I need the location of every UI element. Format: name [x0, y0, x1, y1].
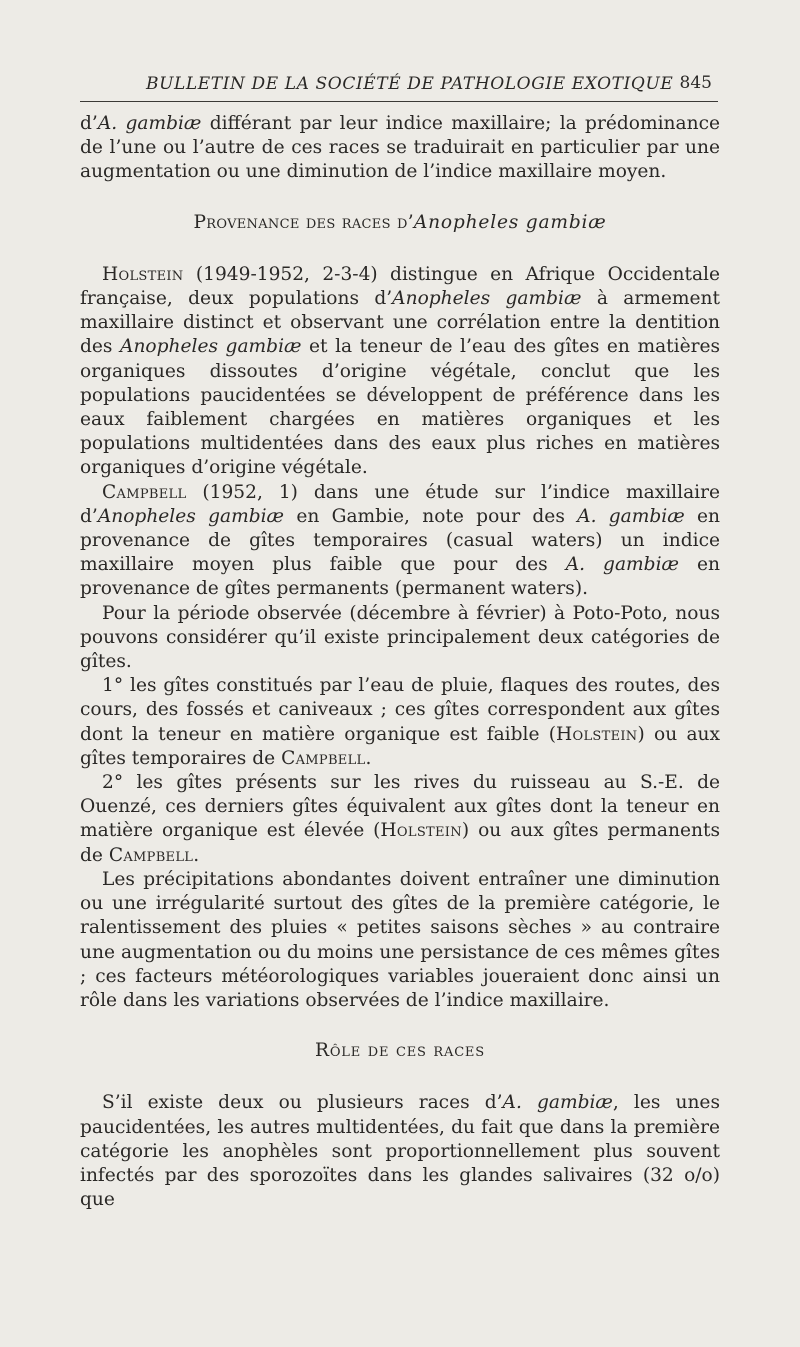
paragraph-intro: d’A. gambiæ différant par leur indice maxillaire; la prédominance de l’une ou l’autre de ces races se traduirait en particulier par une augmentation ou une diminution de l’indice maxillaire moyen.: [80, 113, 720, 183]
paragraph-role: S’il existe deux ou plusieurs races d’A. gambiæ, les unes paucidentées, les autres multidentées, du fait que dans la première catégorie les anophèles sont proportionnellement plus souvent infectés par des sporozoïtes dans les glandes salivaires (32 o/o) que: [80, 1092, 720, 1211]
paragraph-periode: Pour la période observée (décembre à février) à Poto-Poto, nous pouvons considérer qu’il existe principalement deux catégories de gîtes.: [80, 602, 720, 673]
paragraph-precipitations: Les précipitations abondantes doivent entraîner une diminution ou une irrégularité surtout des gîtes de la première catégorie, le ralentissement des pluies « petites saisons sèches » au contraire une augmentation ou du moins une persistance de ces mêmes gîtes ; ces facteurs météorologiques variables joueraient donc ainsi un rôle dans les variations observées de l’indice maxillaire.: [80, 868, 720, 1011]
page-number: 845: [679, 73, 712, 93]
list-item-gites-ruisseau: 2° les gîtes présents sur les rives du ruisseau au S.-E. de Ouenzé, ces derniers gîtes équivalent aux gîtes dont la teneur en matière organique est élevée (Holstein) ou aux gîtes permanents de Campbell.: [80, 772, 720, 866]
running-header: [80, 70, 718, 100]
running-title: BULLETIN DE LA SOCIÉTÉ DE PATHOLOGIE EXOTIQUE: [146, 74, 674, 94]
list-item-gites-pluie: 1° les gîtes constitués par l’eau de pluie, flaques des routes, des cours, des fossés et caniveaux ; ces gîtes correspondent aux gîtes dont la teneur en matière organique est faible (Holstein) ou aux gîtes temporaires de Campbell.: [80, 675, 720, 769]
article-body: [80, 112, 720, 1212]
paragraph-holstein: Holstein (1949-1952, 2-3-4) distingue en Afrique Occidentale française, deux populations d’Anopheles gambiæ à armement maxillaire distinct et observant une corrélation entre la dentition des Anopheles gambiæ et la teneur de l’eau des gîtes en matières organiques dissoutes d’origine végétale, conclut que les populations paucidentées se développent de préférence dans les eaux faiblement chargées en matières organiques et les populations multidentées dans des eaux plus riches en matières organiques d’origine végétale.: [80, 263, 721, 479]
section-heading-role: Rôle de ces races: [315, 1040, 485, 1062]
header-rule: [80, 101, 718, 102]
paragraph-campbell: Campbell (1952, 1) dans une étude sur l’indice maxillaire d’Anopheles gambiæ en Gambie, note pour des A. gambiæ en provenance de gîtes temporaires (casual waters) un indice maxillaire moyen plus faible que pour des A. gambiæ en provenance de gîtes permanents (permanent waters).: [80, 481, 721, 600]
section-heading-provenance: Provenance des races d’Anopheles gambiæ: [193, 211, 607, 233]
